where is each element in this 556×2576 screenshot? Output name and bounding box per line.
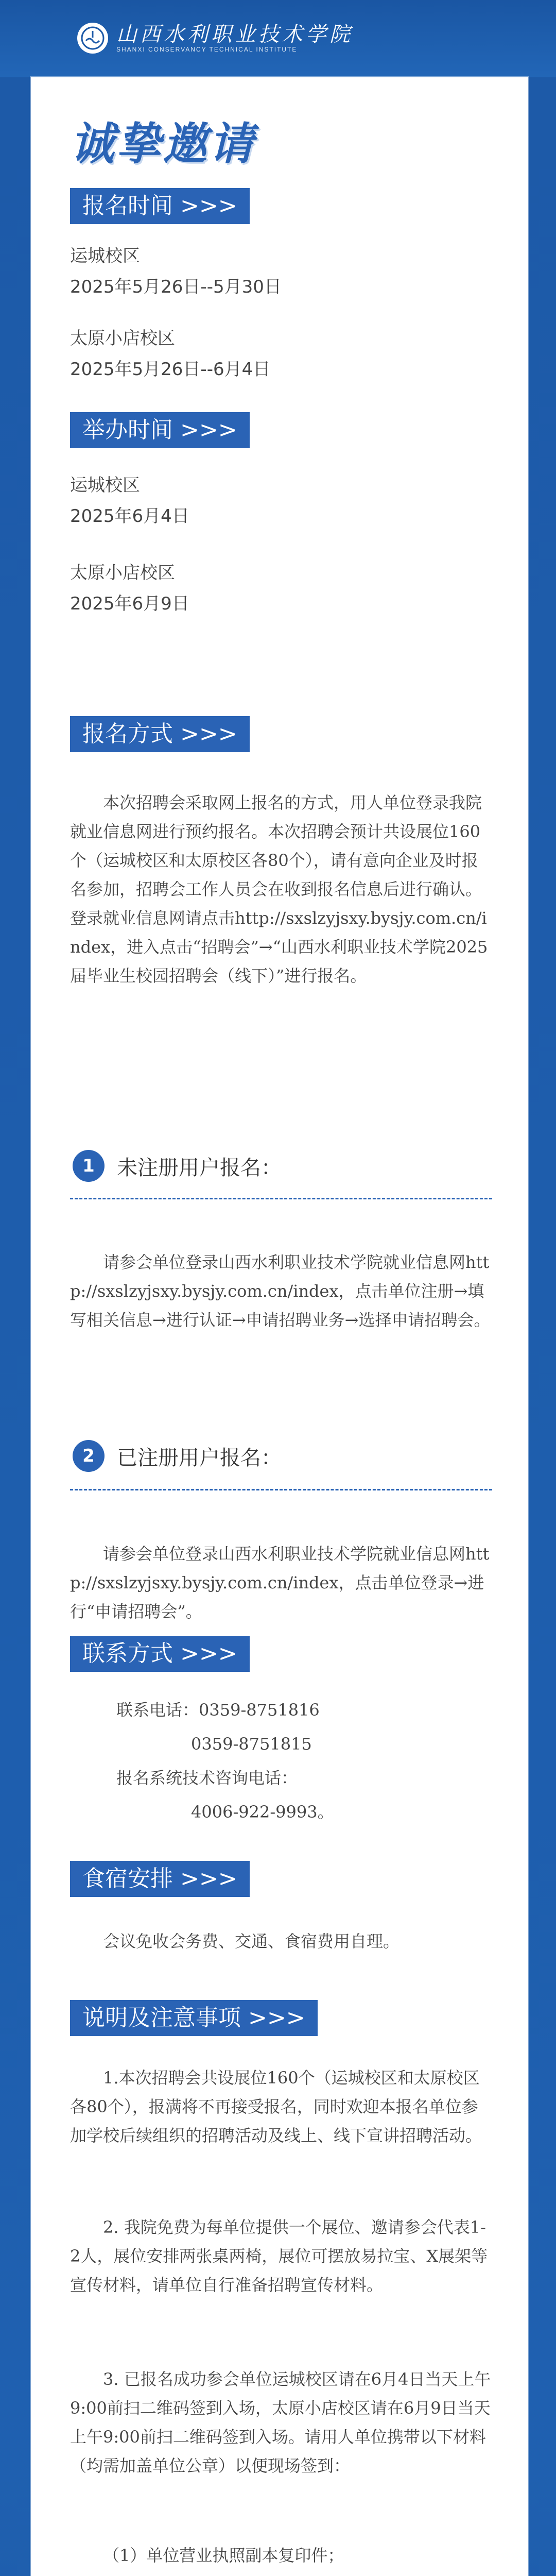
section-contact: 联系方式 >>> xyxy=(70,1636,250,1672)
register-method-paragraph: 本次招聘会采取网上报名的方式，用人单位登录我院就业信息网进行预约报名。本次招聘会预计共设展位160个（运城校区和太原校区各80个），请有意向企业及时报名参加，招聘会工作人员会在收到报名信息后进行确认。登录就业信息网请点击http://sxslzyjsxy.bysjy.com.cn/index，进入点击“招聘会”→“山西水利职业技术学院2025届毕业生校园招聘会（线下）”进行报名。 xyxy=(70,793,488,986)
note-3a: （1）单位营业执照副本复印件； xyxy=(103,2546,344,2565)
contact-phone-2: 0359-8751815 xyxy=(191,1734,312,1754)
unregistered-paragraph: 请参会单位登录山西水利职业技术学院就业信息网http://sxslzyjsxy.bysjy.com.cn/index，点击单位注册→填写相关信息→进行认证→申请招聘业务→选择申请招聘会。 xyxy=(70,1252,491,1330)
subsection-unregistered xyxy=(73,1146,282,1185)
register-campus1-date: 2025年5月26日--5月30日 xyxy=(70,277,282,297)
step-number-2: 2 xyxy=(73,1440,105,1472)
registered-paragraph: 请参会单位登录山西水利职业技术学院就业信息网http://sxslzyjsxy.bysjy.com.cn/index，点击单位登录→进行“申请招聘会”。 xyxy=(70,1544,490,1621)
section-hold-time: 举办时间 >>> xyxy=(70,412,250,448)
school-name-en: SHANXI CONSERVANCY TECHNICAL INSTITUTE xyxy=(116,46,298,53)
note-2: 2. 我院免费为每单位提供一个展位、邀请参会代表1-2人，展位安排两张桌两椅，展位可摆放易拉宝、X展架等宣传材料，请单位自行准备招聘宣传材料。 xyxy=(70,2217,488,2295)
note-3: 3. 已报名成功参会单位运城校区请在6月4日当天上午9:00前扫二维码签到入场，太原小店校区请在6月9日当天上午9:00前扫二维码签到入场。请用人单位携带以下材料（均需加盖单位公章）以便现场签到： xyxy=(70,2369,491,2476)
section-register-method: 报名方式 >>> xyxy=(70,716,250,752)
section-notes: 说明及注意事项 >>> xyxy=(70,2000,318,2036)
hold-campus1: 运城校区 xyxy=(70,475,140,496)
hold-campus1-date: 2025年6月4日 xyxy=(70,506,189,527)
page-title: 诚挚邀请 xyxy=(70,118,255,170)
divider xyxy=(70,1489,492,1490)
section-food: 食宿安排 >>> xyxy=(70,1861,250,1897)
school-logo xyxy=(77,20,468,57)
section-register-time: 报名时间 >>> xyxy=(70,188,250,224)
content-card xyxy=(31,77,528,2576)
food-paragraph: 会议免收会务费、交通、食宿费用自理。 xyxy=(103,1931,400,1951)
register-campus1: 运城校区 xyxy=(70,246,140,266)
school-name-cn: 山西水利职业技术学院 xyxy=(116,23,353,46)
registered-label: 已注册用户报名： xyxy=(117,1446,282,1470)
unregistered-label: 未注册用户报名： xyxy=(117,1156,282,1180)
school-emblem-icon xyxy=(77,23,108,54)
contact-phone-1: 联系电话：0359-8751816 xyxy=(116,1700,320,1720)
register-campus2: 太原小店校区 xyxy=(70,328,175,349)
step-number-1: 1 xyxy=(73,1150,105,1182)
hold-campus2: 太原小店校区 xyxy=(70,563,175,583)
note-1: 1.本次招聘会共设展位160个（运城校区和太原校区各80个），报满将不再接受报名，同时欢迎本报名单位参加学校后续组织的招聘活动及线上、线下宣讲招聘活动。 xyxy=(70,2068,482,2145)
header-bar xyxy=(0,0,556,77)
subsection-registered xyxy=(73,1436,282,1476)
contact-tech-label: 报名系统技术咨询电话： xyxy=(116,1768,298,1788)
contact-tech-phone: 4006-922-9993。 xyxy=(191,1802,334,1822)
divider xyxy=(70,1198,492,1199)
hold-campus2-date: 2025年6月9日 xyxy=(70,594,189,614)
register-campus2-date: 2025年5月26日--6月4日 xyxy=(70,359,271,380)
